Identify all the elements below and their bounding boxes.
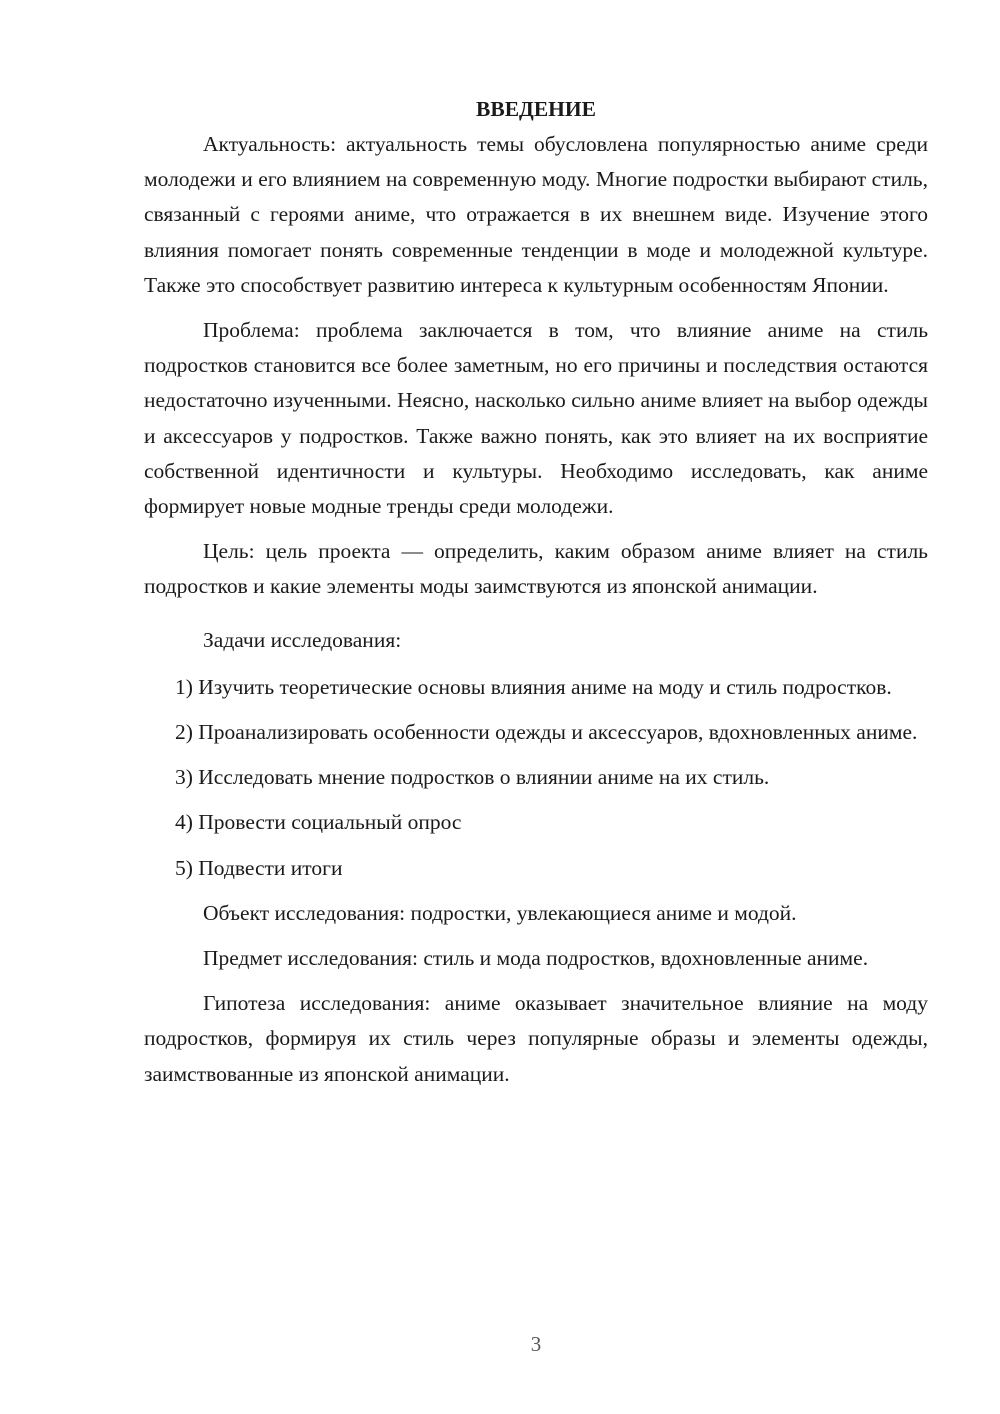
goal-paragraph: Цель: цель проекта — определить, каким образом аниме влияет на стиль подростков и какие элементы моды заимствуются из японской анимации. [144, 539, 928, 599]
relevance-paragraph: Актуальность: актуальность темы обусловлена популярностью аниме среди молодежи и его влиянием на современную моду. Многие подростки выбирают стиль, связанный с героями аниме, что отражается в их внешнем виде. Изучение этого влияния помогает понять современные тенденции в моде и молодежной культуре. Также это способствует развитию интереса к культурным особенностям Японии. [144, 132, 928, 297]
task-item-5: 5) Подвести итоги [175, 855, 343, 880]
problem-paragraph: Проблема: проблема заключается в том, что влияние аниме на стиль подростков становится все более заметным, но его причины и последствия остаются недостаточно изученными. Неясно, насколько сильно аниме влияет на выбор одежды и аксессуаров у подростков. Также важно понять, как это влияет на их восприятие собственной идентичности и культуры. Необходимо исследовать, как аниме формирует новые модные тренды среди молодежи. [144, 318, 928, 519]
section-title: ВВЕДЕНИЕ [476, 97, 596, 121]
task-item-3: 3) Исследовать мнение подростков о влиянии аниме на их стиль. [175, 765, 770, 790]
task-item-2: 2) Проанализировать особенности одежды и аксессуаров, вдохновленных аниме. [175, 720, 918, 745]
tasks-heading: Задачи исследования: [203, 627, 402, 652]
task-item-4: 4) Провести социальный опрос [175, 810, 462, 835]
page-number: 3 [530, 1332, 542, 1356]
object-paragraph: Объект исследования: подростки, увлекающиеся аниме и модой. [203, 900, 797, 925]
document-page [144, 92, 928, 1092]
hypothesis-paragraph: Гипотеза исследования: аниме оказывает значительное влияние на моду подростков, формируя их стиль через популярные образы и элементы одежды, заимствованные из японской анимации. [144, 991, 928, 1086]
subject-paragraph: Предмет исследования: стиль и мода подростков, вдохновленные аниме. [203, 946, 869, 971]
task-item-1: 1) Изучить теоретические основы влияния аниме на моду и стиль подростков. [175, 674, 892, 699]
